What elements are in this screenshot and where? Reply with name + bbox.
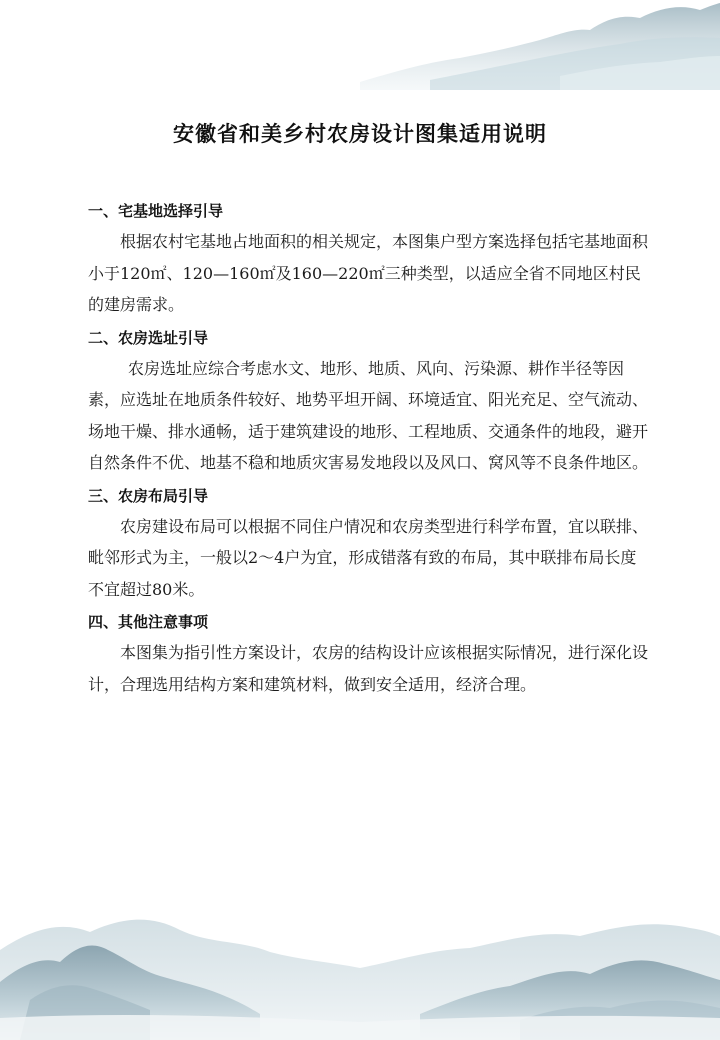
section-heading: 二、农房选址引导 — [88, 328, 209, 347]
section-site-selection — [88, 323, 648, 479]
section-heading: 四、其他注意事项 — [88, 613, 209, 631]
section-paragraph: 农房建设布局可以根据不同住户情况和农房类型进行科学布置，宜以联排、毗邻形式为主，一般以2～4户为宜，形成错落有致的布局，其中联排布局长度不宜超过80米。 — [88, 516, 649, 599]
section-heading: 一、宅基地选择引导 — [88, 202, 224, 220]
section-layout-guidance — [88, 481, 648, 606]
section-paragraph: 本图集为指引性方案设计，农房的结构设计应该根据实际情况，进行深化设计，合理选用结构方案和建筑材料，做到安全适用，经济合理。 — [88, 643, 649, 694]
section-heading: 三、农房布局引导 — [88, 486, 209, 505]
ink-mountains-bottom-decoration — [0, 890, 720, 1040]
document-title: 安徽省和美乡村农房设计图集适用说明 — [173, 122, 547, 146]
ink-mountains-top-decoration — [0, 0, 720, 90]
document-body — [88, 196, 648, 702]
section-other-notes — [88, 607, 648, 700]
section-paragraph: 根据农村宅基地占地面积的相关规定，本图集户型方案选择包括宅基地面积小于120㎡、120—160㎡及160—220㎡三种类型，以适应全省不同地区村民的建房需求。 — [88, 232, 649, 314]
section-paragraph: 农房选址应综合考虑水文、地形、地质、风向、污染源、耕作半径等因素，应选址在地质条件较好、地势平坦开阔、环境适宜、阳光充足、空气流动、场地干燥、排水通畅，适于建筑建设的地形、工程地质、交通条件的地段，避开自然条件不优、地基不稳和地质灾害易发地段以及风口、窝风等不良条件地区。 — [88, 358, 649, 472]
section-homestead-selection — [88, 196, 648, 321]
